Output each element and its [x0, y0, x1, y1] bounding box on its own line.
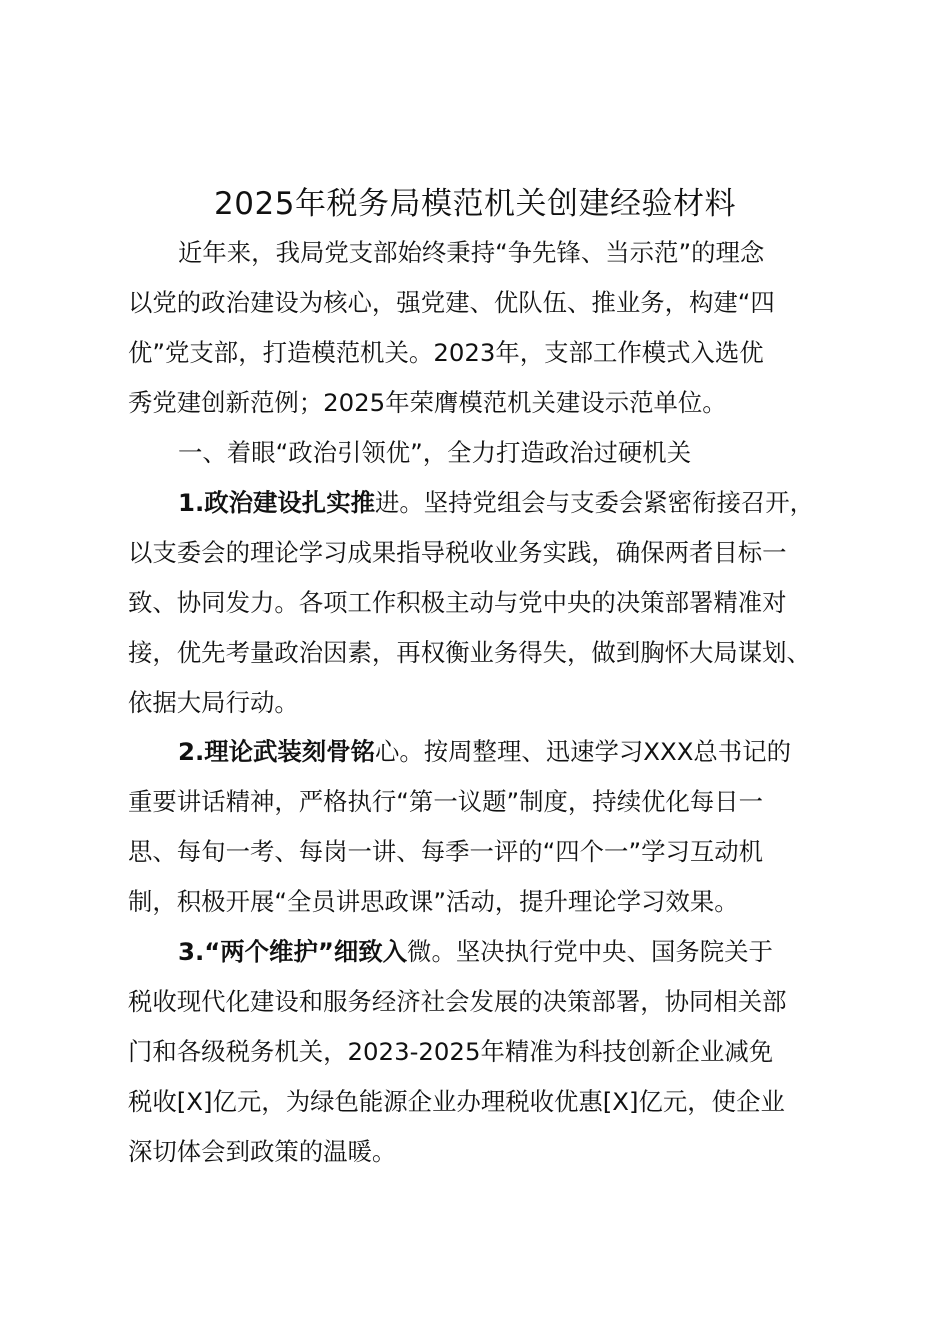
item1-text: 进。坚持党组会与支委会紧密衔接召开，: [374, 488, 815, 517]
item1-first-line: [178, 483, 814, 523]
intro-line: 近年来，我局党支部始终秉持“争先锋、当示范”的理念: [178, 238, 765, 267]
intro-line: 秀党建创新范例；2025年荣膺模范机关建设示范单位。: [128, 388, 727, 417]
item2-line: 思、每旬一考、每岗一讲、每季一评的“四个一”学习互动机: [128, 837, 764, 866]
intro-line: 以党的政治建设为核心，强党建、优队伍、推业务，构建“四: [128, 288, 775, 317]
item3-line: 税收[X]亿元，为绿色能源企业办理税收优惠[X]亿元，使企业: [128, 1087, 785, 1116]
item1-line: 接，优先考量政治因素，再权衡业务得失，做到胸怀大局谋划、: [128, 638, 811, 667]
item3-line: 税收现代化建设和服务经济社会发展的决策部署，协同相关部: [128, 987, 787, 1016]
section-heading: 一、着眼“政治引领优”，全力打造政治过硬机关: [178, 438, 692, 467]
item1-line: 以支委会的理论学习成果指导税收业务实践，确保两者目标一: [128, 538, 787, 567]
item3-line: 深切体会到政策的温暖。: [128, 1137, 397, 1166]
item3-heading: 3.“两个维护”细致入: [178, 937, 408, 966]
item2-text: 心。按周整理、迅速学习XXX总书记的: [374, 737, 791, 766]
item1-line: 致、协同发力。各项工作积极主动与党中央的决策部署精准对: [128, 588, 787, 617]
item1-line: 依据大局行动。: [128, 688, 299, 717]
intro-line: 优”党支部，打造模范机关。2023年，支部工作模式入选优: [128, 338, 764, 367]
item1-heading: 1.政治建设扎实推: [178, 488, 375, 517]
item3-text: 微。坚决执行党中央、国务院关于: [407, 937, 773, 966]
item3-line: 门和各级税务机关，2023-2025年精准为科技创新企业减免: [128, 1037, 774, 1066]
document-title: 2025年税务局模范机关创建经验材料: [214, 186, 736, 222]
item2-line: 制，积极开展“全员讲思政课”活动，提升理论学习效果。: [128, 887, 739, 916]
item2-first-line: [178, 732, 791, 772]
item3-first-line: [178, 932, 773, 972]
item2-line: 重要讲话精神，严格执行“第一议题”制度，持续优化每日一: [128, 787, 764, 816]
item2-heading: 2.理论武装刻骨铭: [178, 737, 375, 766]
